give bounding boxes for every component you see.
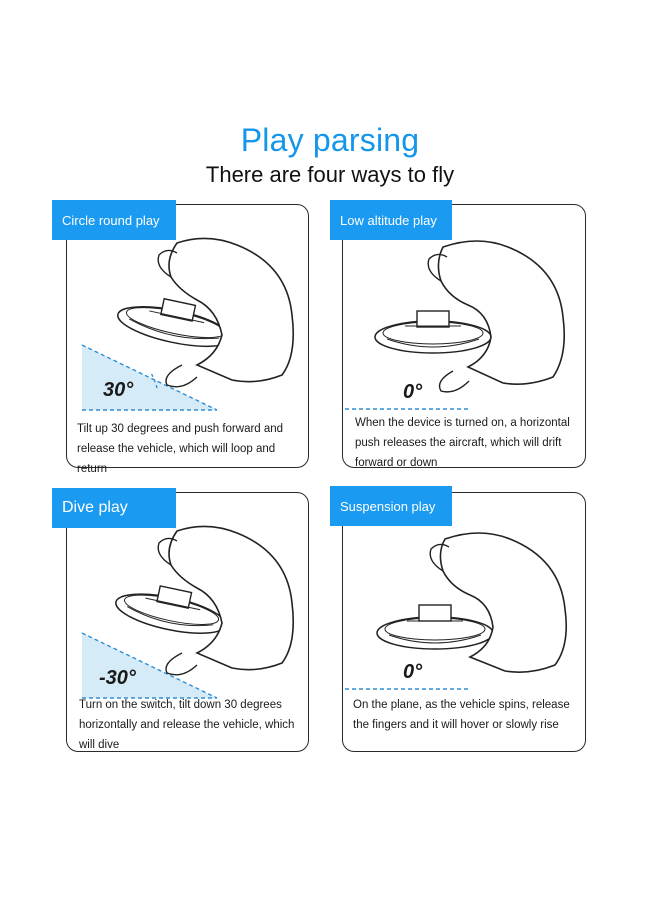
hand-icon — [440, 533, 566, 672]
angle-label: 0° — [403, 661, 423, 683]
card-description: When the device is turned on, a horizontal push releases the aircraft, which will drift forward or down — [355, 417, 570, 469]
card-description: Turn on the switch, tilt down 30 degrees horizontally and release the vehicle, which will dive — [79, 699, 295, 751]
angle-label: 0° — [403, 381, 423, 403]
card-tag-circle-round-play: Circle round play — [52, 200, 176, 240]
drone-icon — [377, 605, 493, 649]
card-dive-play — [66, 492, 309, 752]
page-subtitle: There are four ways to fly — [205, 162, 455, 187]
card-tag-suspension-play: Suspension play — [330, 486, 452, 526]
card-circle-round-play — [66, 204, 309, 475]
page-title: Play parsing — [240, 122, 420, 158]
card-description: On the plane, as the vehicle spins, release the fingers and it will hover or slowly rise — [353, 699, 570, 731]
card-tag-dive-play: Dive play — [52, 488, 176, 528]
card-description: Tilt up 30 degrees and push forward and release the vehicle, which will loop and return — [77, 423, 284, 475]
hand-icon — [438, 241, 564, 384]
angle-label: -30° — [99, 667, 136, 689]
angle-label: 30° — [103, 379, 134, 401]
card-tag-low-altitude-play: Low altitude play — [330, 200, 452, 240]
drone-icon — [375, 311, 491, 353]
card-suspension-play — [342, 492, 586, 752]
card-low-altitude-play — [342, 204, 586, 468]
